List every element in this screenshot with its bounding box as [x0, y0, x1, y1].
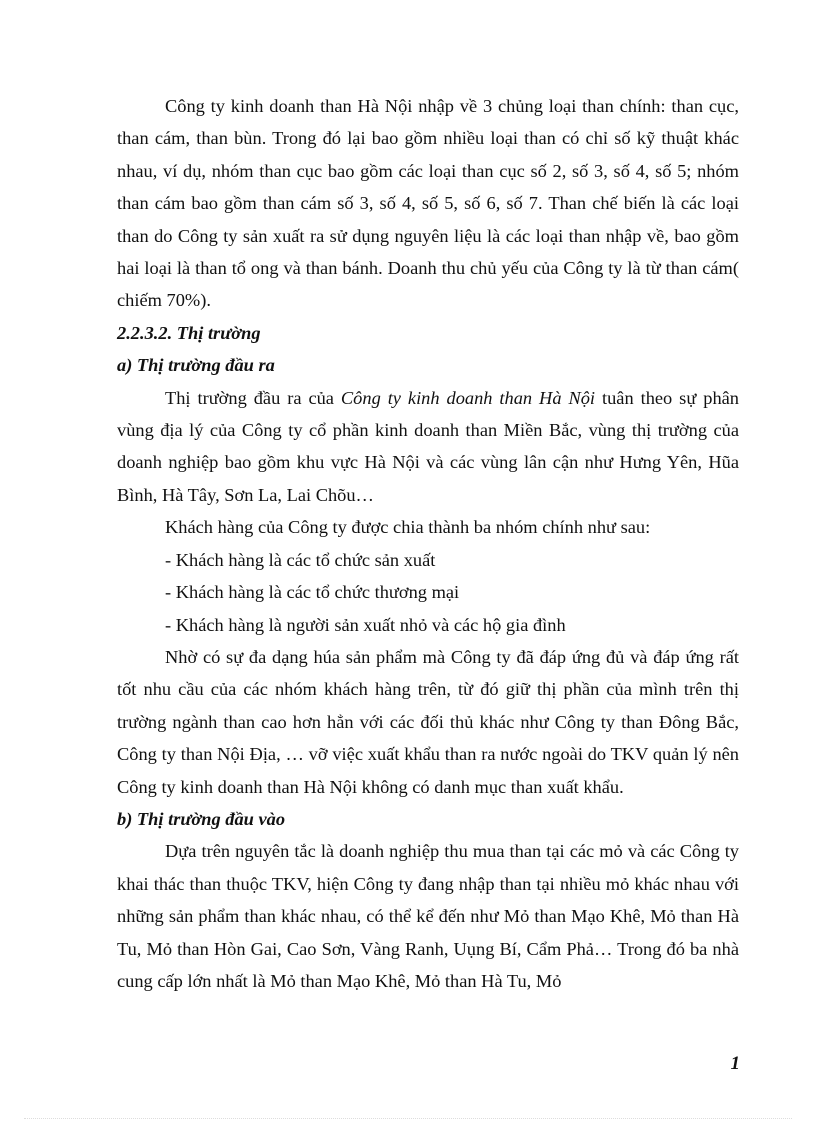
- company-name-italic: Công ty kinh doanh than Hà Nội: [340, 387, 596, 408]
- subsection-heading-input-market: b) Thị trường đầu vào: [117, 808, 286, 829]
- paragraph-output-market-start: Thị trường đầu ra của: [165, 387, 341, 408]
- list-item-customer-group: - Khách hàng là các tổ chức thương mại: [165, 582, 460, 603]
- paragraph-customer-intro: Khách hàng của Công ty được chia thành ba nhóm chính như sau:: [165, 517, 651, 538]
- subsection-heading-output-market: a) Thị trường đầu ra: [117, 355, 275, 376]
- paragraph-diversification: Nhờ có sự đa dạng húa sản phẩm mà Công ty đã đáp ứng đủ và đáp ứng rất tốt nhu cầu của các nhóm khách hàng trên, từ đó giữ thị phần của mình trên thị trường ngành than cao hơn hẳn với các đối thủ khác như Công ty than Đông Bắc, Công ty than Nội Địa, … vỡ việc xuất khẩu than ra nước ngoài do TKV quản lý nên Công ty kinh doanh than Hà Nội không có danh mục than xuất khẩu.: [117, 646, 739, 797]
- document-body: [117, 90, 739, 997]
- paragraph-output-market: [117, 382, 739, 512]
- paragraph-output-market-rest: tuân theo sự phân vùng địa lý của Công ty cổ phần kinh doanh than Miền Bắc, vùng thị trường của doanh nghiệp bao gồm khu vực Hà Nội và các vùng lân cận như Hưng Yên, Hũa Bình, Hà Tây, Sơn La, Lai Chõu…: [117, 387, 739, 505]
- list-item-customer-group: - Khách hàng là các tổ chức sản xuất: [165, 549, 436, 570]
- footer-divider: [24, 1118, 792, 1119]
- section-heading-market: 2.2.3.2. Thị trường: [117, 322, 261, 343]
- paragraph-coal-types: Công ty kinh doanh than Hà Nội nhập về 3 chủng loại than chính: than cục, than cám, than bùn. Trong đó lại bao gồm nhiều loại than có chỉ số kỹ thuật khác nhau, ví dụ, nhóm than cục bao gồm các loại than cục số 2, số 3, số 4, số 5; nhóm than cám bao gồm than cám số 3, số 4, số 5, số 6, số 7. Than chế biến là các loại than do Công ty sản xuất ra sử dụng nguyên liệu là các loại than nhập về, bao gồm hai loại là than tổ ong và than bánh. Doanh thu chủ yếu của Công ty là từ than cám( chiếm 70%).: [117, 96, 739, 311]
- list-item-customer-group: - Khách hàng là người sản xuất nhỏ và các hộ gia đình: [165, 614, 566, 635]
- paragraph-input-market: Dựa trên nguyên tắc là doanh nghiệp thu mua than tại các mỏ và các Công ty khai thác than thuộc TKV, hiện Công ty đang nhập than tại nhiều mỏ khác nhau với những sản phẩm than khác nhau, có thể kể đến như Mỏ than Mạo Khê, Mỏ than Hà Tu, Mỏ than Hòn Gai, Cao Sơn, Vàng Ranh, Uụng Bí, Cẩm Phả… Trong đó ba nhà cung cấp lớn nhất là Mỏ than Mạo Khê, Mỏ than Hà Tu, Mỏ: [117, 841, 739, 991]
- page-number: 1: [730, 1053, 740, 1074]
